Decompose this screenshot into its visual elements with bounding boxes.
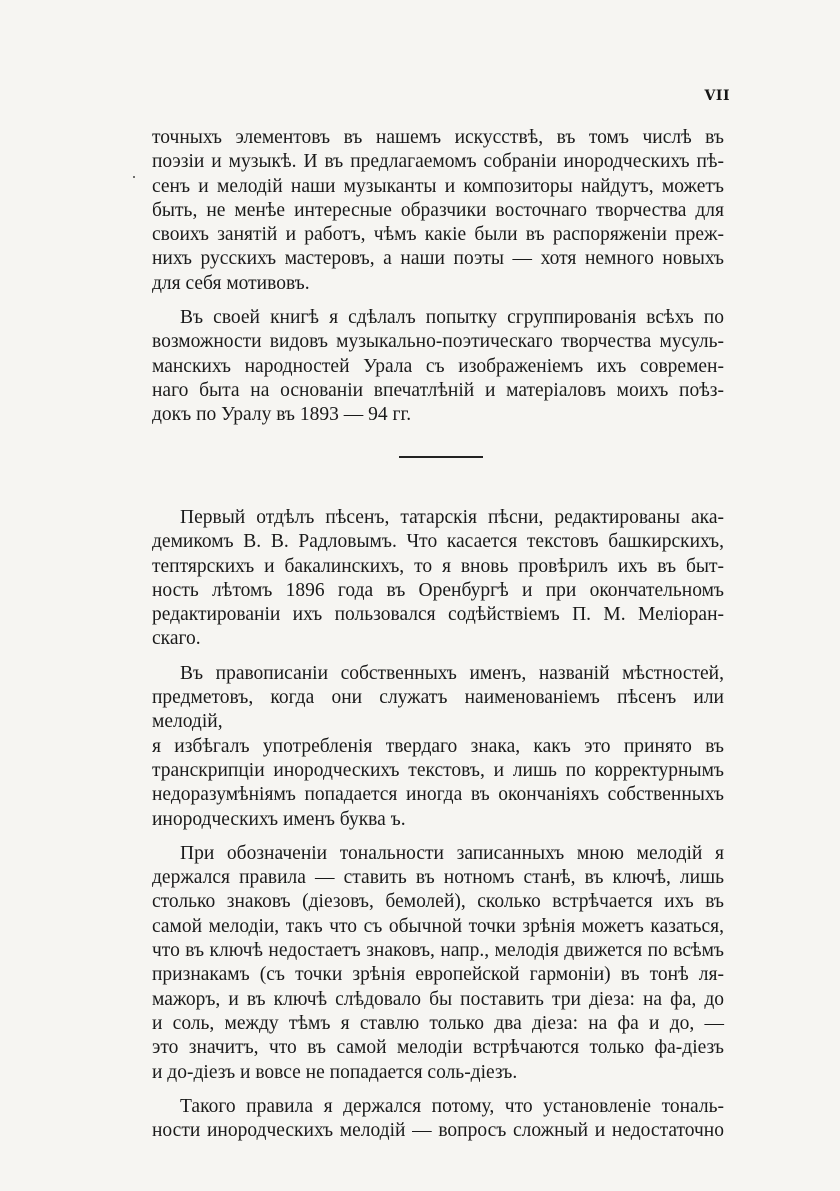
- text-line: манскихъ народностей Урала съ изображеніемъ ихъ современ-: [152, 355, 724, 377]
- text-line: скаго.: [152, 628, 201, 650]
- paragraph: [152, 126, 724, 296]
- text-line: нихъ русскихъ мастеровъ, а наши поэты — хотя немного новыхъ: [152, 248, 724, 270]
- text-line: и соль, между тѣмъ я ставлю только два діеза: на фа и до, —: [152, 1012, 724, 1034]
- text-line: быть, не менѣе интересные образчики восточнаго творчества для: [152, 199, 724, 221]
- paragraph: [152, 1095, 724, 1144]
- text-line: Первый отдѣлъ пѣсенъ, татарскія пѣсни, редактированы ака-: [180, 507, 724, 528]
- text-line: Въ своей книгѣ я сдѣлалъ попытку сгруппированія всѣхъ по: [180, 307, 724, 329]
- text-line: докъ по Уралу въ 1893 — 94 гг.: [152, 404, 412, 426]
- text-line: недоразумѣніямъ попадается иногда въ окончаніяхъ собственныхъ: [152, 784, 724, 806]
- text-line: При обозначеніи тональности записанныхъ мною мелодій я: [180, 842, 724, 864]
- text-block-bottom: [152, 506, 724, 1143]
- text-line: ность лѣтомъ 1896 года въ Оренбургѣ и при окончательномъ: [152, 579, 724, 601]
- text-line: поэзіи и музыкѣ. И въ предлагаемомъ собраніи инородческихъ пѣ-: [152, 151, 724, 173]
- text-line: Въ правописаніи собственныхъ именъ, названій мѣстностей,: [180, 662, 724, 684]
- text-line: столько знаковъ (діезовъ, бемолей), сколько встрѣчается ихъ въ: [152, 891, 724, 913]
- paragraph-gap: [152, 296, 724, 306]
- text-line: держался правила — ставить въ нотномъ станѣ, въ ключѣ, лишь: [152, 867, 724, 889]
- paragraph: [152, 306, 724, 427]
- paragraph: [152, 506, 724, 652]
- text-line: ности инородческихъ мелодій — вопросъ сложный и недостаточно: [152, 1120, 724, 1142]
- print-speck: [133, 176, 135, 178]
- text-line: возможности видовъ музыкально-поэтическаго творчества мусуль-: [152, 331, 724, 353]
- paragraph: [152, 662, 724, 832]
- text-line: Такого правила я держался потому, что установленіе тональ-: [180, 1095, 724, 1117]
- text-line: своихъ занятій и работъ, чѣмъ какіе были въ распоряженіи преж-: [152, 224, 724, 246]
- text-line: сенъ и мелодій наши музыканты и композиторы найдутъ, можетъ: [152, 175, 724, 197]
- text-block-top: [152, 126, 724, 428]
- paragraph-gap: [152, 1085, 724, 1095]
- text-line: что въ ключѣ недостаетъ знаковъ, напр., мелодія движется по всѣмъ: [152, 940, 724, 962]
- section-divider: [399, 456, 483, 458]
- text-line: и до-діезъ и вовсе не попадается соль-діезъ.: [152, 1061, 518, 1083]
- text-line: я избѣгалъ употребленія твердаго знака, какъ это принято въ: [152, 735, 724, 757]
- text-line: транскрипціи инородческихъ текстовъ, и лишь по корректурнымъ: [152, 759, 724, 781]
- text-line: мажоръ, и въ ключѣ слѣдовало бы поставить три діеза: на фа, до: [152, 988, 724, 1010]
- paragraph-gap: [152, 652, 724, 662]
- text-line: инородческихъ именъ буква ъ.: [152, 808, 406, 830]
- text-line: для себя мотивовъ.: [152, 272, 310, 294]
- text-line: наго быта на основаніи впечатлѣній и матеріаловъ моихъ поѣз-: [152, 379, 724, 401]
- text-line: предметовъ, когда они служатъ наименованіемъ пѣсенъ или мелодій,: [152, 687, 724, 733]
- text-line: тептярскихъ и бакалинскихъ, то я вновь провѣрилъ ихъ въ быт-: [152, 555, 724, 577]
- paragraph-gap: [152, 832, 724, 842]
- text-line: редактированіи ихъ пользовался содѣйствіемъ П. М. Меліоран-: [152, 604, 724, 626]
- page-number: VII: [704, 88, 730, 104]
- text-line: точныхъ элементовъ въ нашемъ искусствѣ, въ томъ числѣ въ: [152, 127, 724, 148]
- paragraph: [152, 842, 724, 1085]
- text-line: демикомъ В. В. Радловымъ. Что касается текстовъ башкирскихъ,: [152, 531, 724, 553]
- text-line: самой мелодіи, такъ что съ обычной точки зрѣнія можетъ казаться,: [152, 915, 724, 937]
- text-line: признакамъ (съ точки зрѣнія европейской гармоніи) въ тонѣ ля-: [152, 964, 724, 986]
- text-line: это значитъ, что въ самой мелодіи встрѣчаются только фа-діезъ: [152, 1037, 724, 1059]
